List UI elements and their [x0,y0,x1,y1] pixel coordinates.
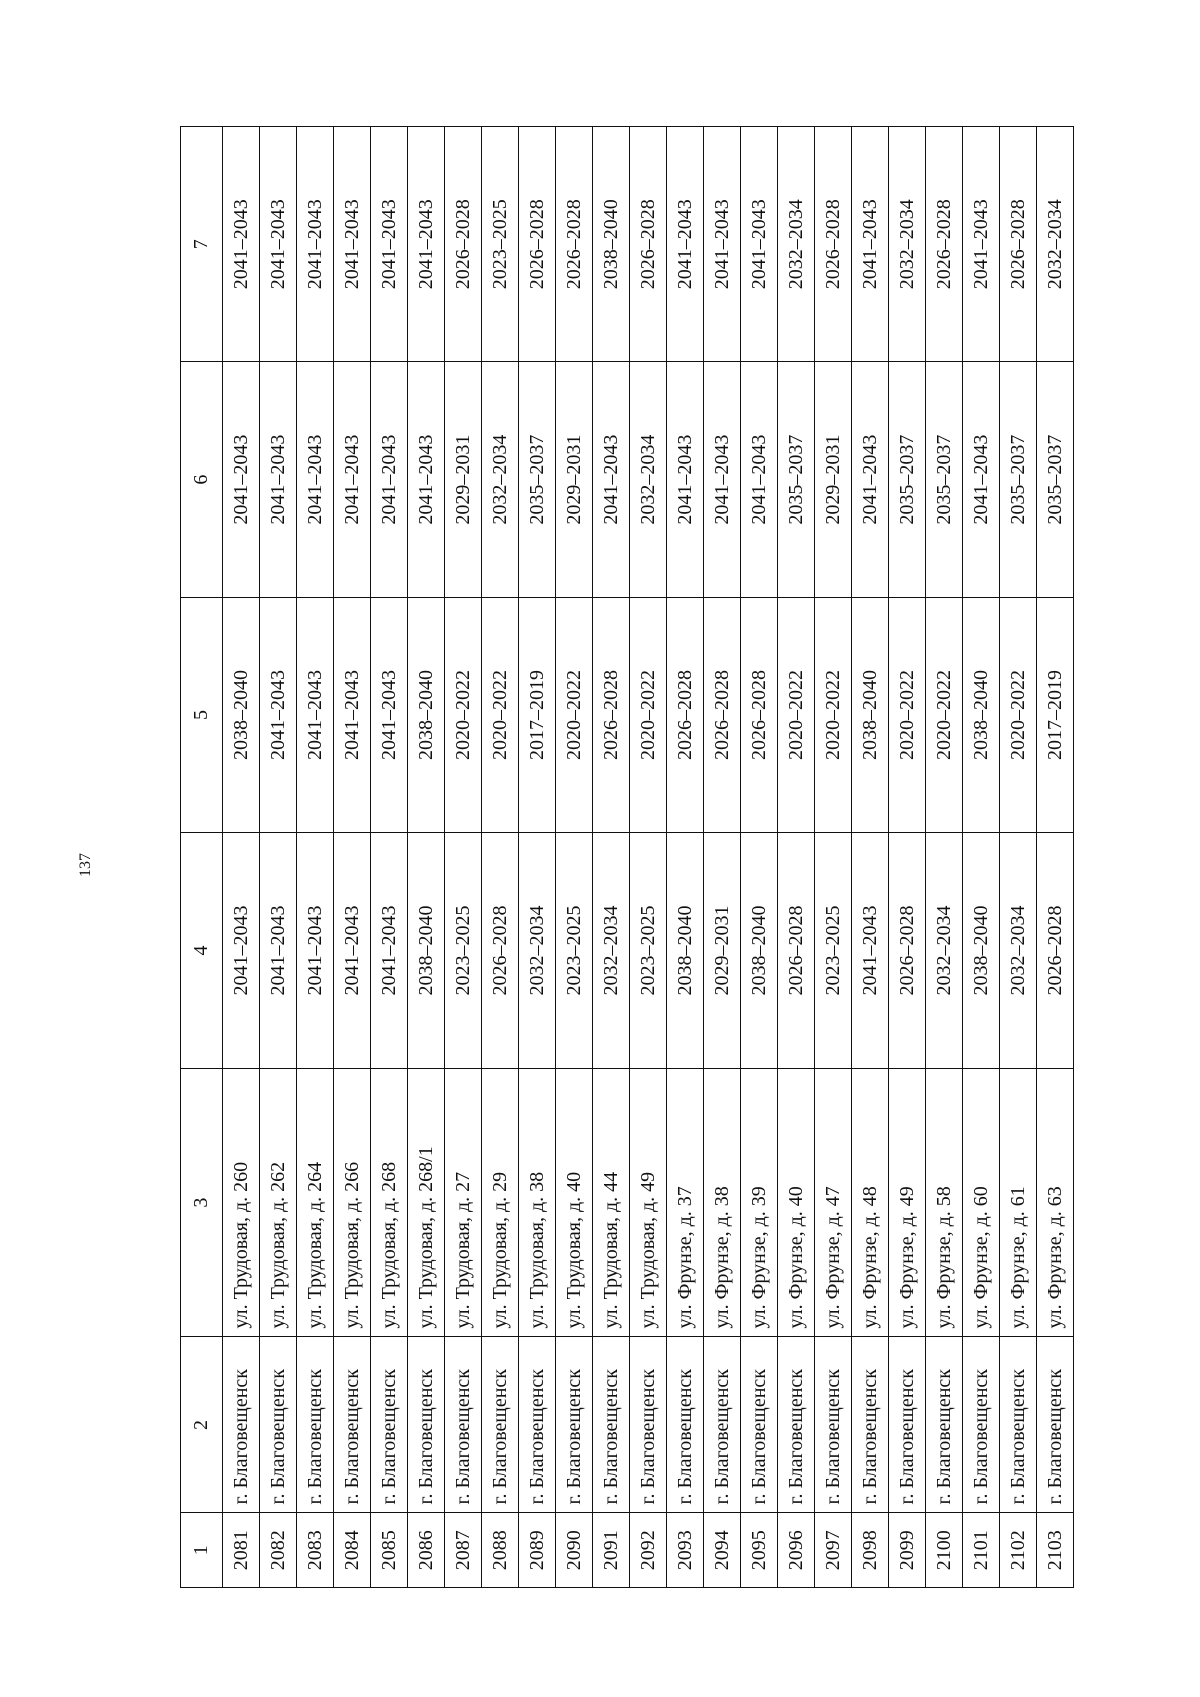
address-cell: ул. Трудовая, д. 29 [482,1068,519,1337]
period-cell-4: 2032–2034 [926,833,963,1068]
period-cell-4: 2026–2028 [482,833,519,1068]
row-number-cell: 2097 [815,1513,852,1588]
period-cell-7: 2032–2034 [1037,127,1074,362]
period-cell-7: 2026–2028 [1000,127,1037,362]
address-cell: ул. Трудовая, д. 266 [334,1068,371,1337]
period-cell-7: 2032–2034 [889,127,926,362]
period-cell-5: 2020–2022 [815,597,852,832]
period-cell-6: 2029–2031 [556,362,593,597]
city-cell: г. Благовещенск [371,1337,408,1513]
address-cell: ул. Трудовая, д. 260 [223,1068,260,1337]
row-number-cell: 2089 [519,1513,556,1588]
period-cell-7: 2041–2043 [704,127,741,362]
table-row [593,127,630,1588]
period-cell-5: 2020–2022 [482,597,519,832]
city-cell: г. Благовещенск [223,1337,260,1513]
address-cell: ул. Фрунзе, д. 38 [704,1068,741,1337]
column-header: 6 [181,362,223,597]
row-number-cell: 2082 [260,1513,297,1588]
table-row [334,127,371,1588]
period-cell-7: 2032–2034 [778,127,815,362]
period-cell-6: 2041–2043 [963,362,1000,597]
table-row [445,127,482,1588]
period-cell-4: 2038–2040 [408,833,445,1068]
period-cell-4: 2041–2043 [852,833,889,1068]
column-header: 7 [181,127,223,362]
period-cell-7: 2023–2025 [482,127,519,362]
row-number-cell: 2102 [1000,1513,1037,1588]
column-header: 5 [181,597,223,832]
table-row [630,127,667,1588]
period-cell-6: 2041–2043 [334,362,371,597]
period-cell-6: 2035–2037 [889,362,926,597]
table-row [852,127,889,1588]
city-cell: г. Благовещенск [334,1337,371,1513]
period-cell-7: 2041–2043 [667,127,704,362]
row-number-cell: 2085 [371,1513,408,1588]
row-number-cell: 2090 [556,1513,593,1588]
period-cell-5: 2020–2022 [926,597,963,832]
address-cell: ул. Фрунзе, д. 40 [778,1068,815,1337]
city-cell: г. Благовещенск [260,1337,297,1513]
table-row [223,127,260,1588]
address-cell: ул. Трудовая, д. 268 [371,1068,408,1337]
column-header: 2 [181,1337,223,1513]
address-cell: ул. Фрунзе, д. 60 [963,1068,1000,1337]
row-number-cell: 2099 [889,1513,926,1588]
period-cell-4: 2032–2034 [593,833,630,1068]
table-row [704,127,741,1588]
period-cell-7: 2041–2043 [852,127,889,362]
period-cell-7: 2026–2028 [630,127,667,362]
address-cell: ул. Трудовая, д. 40 [556,1068,593,1337]
address-cell: ул. Трудовая, д. 264 [297,1068,334,1337]
address-cell: ул. Трудовая, д. 44 [593,1068,630,1337]
period-cell-7: 2041–2043 [260,127,297,362]
period-cell-5: 2038–2040 [408,597,445,832]
table-header-row [181,127,223,1588]
table-row [408,127,445,1588]
row-number-cell: 2092 [630,1513,667,1588]
period-cell-6: 2035–2037 [778,362,815,597]
city-cell: г. Благовещенск [926,1337,963,1513]
row-number-cell: 2096 [778,1513,815,1588]
table-row [519,127,556,1588]
period-cell-6: 2041–2043 [704,362,741,597]
period-cell-6: 2035–2037 [1000,362,1037,597]
period-cell-7: 2026–2028 [556,127,593,362]
period-cell-4: 2038–2040 [741,833,778,1068]
table-row [1037,127,1074,1588]
period-cell-5: 2026–2028 [741,597,778,832]
period-cell-5: 2020–2022 [889,597,926,832]
period-cell-4: 2023–2025 [445,833,482,1068]
row-number-cell: 2081 [223,1513,260,1588]
city-cell: г. Благовещенск [630,1337,667,1513]
period-cell-7: 2041–2043 [371,127,408,362]
city-cell: г. Благовещенск [889,1337,926,1513]
period-cell-7: 2041–2043 [741,127,778,362]
address-cell: ул. Фрунзе, д. 39 [741,1068,778,1337]
city-cell: г. Благовещенск [667,1337,704,1513]
city-cell: г. Благовещенск [852,1337,889,1513]
period-cell-6: 2041–2043 [667,362,704,597]
period-cell-4: 2026–2028 [778,833,815,1068]
period-cell-5: 2026–2028 [667,597,704,832]
page-number: 137 [77,853,94,877]
address-cell: ул. Фрунзе, д. 63 [1037,1068,1074,1337]
table-row [778,127,815,1588]
city-cell: г. Благовещенск [297,1337,334,1513]
period-cell-6: 2029–2031 [815,362,852,597]
city-cell: г. Благовещенск [815,1337,852,1513]
period-cell-5: 2038–2040 [223,597,260,832]
period-cell-7: 2041–2043 [334,127,371,362]
row-number-cell: 2100 [926,1513,963,1588]
table-row [297,127,334,1588]
period-cell-5: 2020–2022 [1000,597,1037,832]
address-cell: ул. Фрунзе, д. 61 [1000,1068,1037,1337]
address-cell: ул. Трудовая, д. 262 [260,1068,297,1337]
city-cell: г. Благовещенск [408,1337,445,1513]
period-cell-5: 2038–2040 [963,597,1000,832]
row-number-cell: 2086 [408,1513,445,1588]
period-cell-4: 2041–2043 [260,833,297,1068]
address-cell: ул. Трудовая, д. 49 [630,1068,667,1337]
period-cell-5: 2020–2022 [445,597,482,832]
period-cell-6: 2032–2034 [482,362,519,597]
period-cell-4: 2038–2040 [667,833,704,1068]
period-cell-5: 2017–2019 [1037,597,1074,832]
period-cell-4: 2041–2043 [223,833,260,1068]
address-cell: ул. Фрунзе, д. 47 [815,1068,852,1337]
period-cell-4: 2032–2034 [519,833,556,1068]
period-cell-6: 2035–2037 [1037,362,1074,597]
period-cell-4: 2041–2043 [371,833,408,1068]
period-cell-4: 2026–2028 [889,833,926,1068]
table-row [926,127,963,1588]
period-cell-5: 2026–2028 [593,597,630,832]
period-cell-7: 2026–2028 [815,127,852,362]
period-cell-4: 2023–2025 [630,833,667,1068]
period-cell-7: 2041–2043 [223,127,260,362]
period-cell-4: 2041–2043 [334,833,371,1068]
city-cell: г. Благовещенск [963,1337,1000,1513]
table-container [180,126,1066,1588]
address-cell: ул. Фрунзе, д. 58 [926,1068,963,1337]
row-number-cell: 2103 [1037,1513,1074,1588]
period-cell-5: 2041–2043 [260,597,297,832]
period-cell-6: 2041–2043 [593,362,630,597]
column-header: 3 [181,1068,223,1337]
row-number-cell: 2098 [852,1513,889,1588]
period-cell-5: 2020–2022 [556,597,593,832]
period-cell-4: 2038–2040 [963,833,1000,1068]
row-number-cell: 2101 [963,1513,1000,1588]
period-cell-6: 2041–2043 [260,362,297,597]
period-cell-6: 2032–2034 [630,362,667,597]
table-row [260,127,297,1588]
period-cell-6: 2035–2037 [926,362,963,597]
table-row [889,127,926,1588]
address-cell: ул. Трудовая, д. 268/1 [408,1068,445,1337]
period-cell-6: 2041–2043 [223,362,260,597]
table-row [371,127,408,1588]
period-cell-7: 2038–2040 [593,127,630,362]
address-cell: ул. Трудовая, д. 38 [519,1068,556,1337]
address-cell: ул. Фрунзе, д. 48 [852,1068,889,1337]
period-cell-7: 2041–2043 [963,127,1000,362]
period-cell-5: 2041–2043 [297,597,334,832]
period-cell-4: 2023–2025 [815,833,852,1068]
address-cell: ул. Фрунзе, д. 49 [889,1068,926,1337]
period-cell-6: 2041–2043 [852,362,889,597]
table-row [815,127,852,1588]
column-header: 4 [181,833,223,1068]
city-cell: г. Благовещенск [556,1337,593,1513]
city-cell: г. Благовещенск [704,1337,741,1513]
table-row [963,127,1000,1588]
table-row [741,127,778,1588]
period-cell-5: 2041–2043 [371,597,408,832]
row-number-cell: 2083 [297,1513,334,1588]
period-cell-5: 2038–2040 [852,597,889,832]
city-cell: г. Благовещенск [1000,1337,1037,1513]
city-cell: г. Благовещенск [445,1337,482,1513]
address-cell: ул. Фрунзе, д. 37 [667,1068,704,1337]
period-cell-7: 2026–2028 [926,127,963,362]
data-table [180,126,1074,1588]
row-number-cell: 2088 [482,1513,519,1588]
table-body [223,127,1074,1588]
city-cell: г. Благовещенск [482,1337,519,1513]
address-cell: ул. Трудовая, д. 27 [445,1068,482,1337]
city-cell: г. Благовещенск [1037,1337,1074,1513]
city-cell: г. Благовещенск [741,1337,778,1513]
row-number-cell: 2087 [445,1513,482,1588]
table-row [667,127,704,1588]
period-cell-5: 2020–2022 [778,597,815,832]
period-cell-5: 2026–2028 [704,597,741,832]
row-number-cell: 2091 [593,1513,630,1588]
period-cell-4: 2032–2034 [1000,833,1037,1068]
period-cell-6: 2041–2043 [741,362,778,597]
period-cell-4: 2026–2028 [1037,833,1074,1068]
city-cell: г. Благовещенск [519,1337,556,1513]
period-cell-7: 2026–2028 [445,127,482,362]
table-row [482,127,519,1588]
period-cell-7: 2041–2043 [408,127,445,362]
row-number-cell: 2095 [741,1513,778,1588]
period-cell-6: 2035–2037 [519,362,556,597]
period-cell-6: 2041–2043 [297,362,334,597]
period-cell-4: 2041–2043 [297,833,334,1068]
period-cell-4: 2029–2031 [704,833,741,1068]
city-cell: г. Благовещенск [778,1337,815,1513]
period-cell-6: 2041–2043 [408,362,445,597]
period-cell-7: 2041–2043 [297,127,334,362]
row-number-cell: 2093 [667,1513,704,1588]
row-number-cell: 2094 [704,1513,741,1588]
period-cell-4: 2023–2025 [556,833,593,1068]
period-cell-5: 2041–2043 [334,597,371,832]
period-cell-5: 2017–2019 [519,597,556,832]
column-header: 1 [181,1513,223,1588]
period-cell-6: 2041–2043 [371,362,408,597]
period-cell-5: 2020–2022 [630,597,667,832]
period-cell-6: 2029–2031 [445,362,482,597]
city-cell: г. Благовещенск [593,1337,630,1513]
row-number-cell: 2084 [334,1513,371,1588]
period-cell-7: 2026–2028 [519,127,556,362]
table-row [556,127,593,1588]
table-row [1000,127,1037,1588]
